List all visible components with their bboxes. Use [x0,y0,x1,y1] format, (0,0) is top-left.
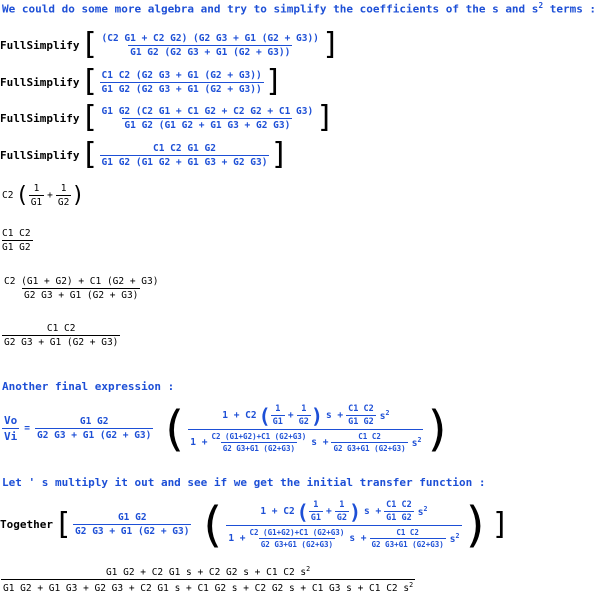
fullsimplify-input-3[interactable]: FullSimplify [ $\frac{G1 G2 (C2 G1 + C1 G2 + C2 G2 + C1 G3)}{G1 G2 (G1 G2 + G1 G3 + G2 G3)}$ ] [0,100,335,135]
fullsimplify-keyword: FullSimplify [0,38,80,52]
result-output: G1 G2 + C2 G1 s + C2 G2 s + C1 C2 $s^2$ G1 G2 + G1 G3 + G2 G3 + C2 G1 s + C1 G2 s + C2 G2 s + C1 G3 s + C1 C2 $s^2$ [3,565,414,595]
fullsimplify-input-1[interactable]: FullSimplify [ $\frac{(C2 G1 + C2 G2) (G2 G3 + G1 (G2 + G3))}{G1 G2 (G2 G3 + G1 (G2 + G3))}$ ] [0,27,340,62]
multiply-text: Let ' s multiply it out and see if we get the initial transfer function : [2,476,486,489]
input-fraction: $\frac{C1 C2 G1 G2}{G1 G2 (G1 G2 + G1 G3 + G2 G3)}$ [101,142,268,168]
fullsimplify-keyword: FullSimplify [0,75,80,89]
transfer-fraction: 1 + C2 ( $\frac{1}{G1}$ + $\frac{1}{G2}$ ) s + $\frac{C1 C2}{G1 G2}$ $s^2$ 1 + $\frac{C2 (G1+G2)+C1 (G2+G3)}{G2 G3+G1 (G2+G3)}$ s + $\frac{C1 C2}{G2 G3+G1 (G2+G3)}$ $s^2$ [190,403,422,453]
another-expression-text: Another final expression : [2,380,175,393]
fullsimplify-keyword: FullSimplify [0,148,80,162]
final-expression[interactable]: $\frac{Vo}{Vi}$ = $\frac{G1 G2}{G2 G3 + G1 (G2 + G3)}$ ( 1 + C2 ( $\frac{1}{G1}$ + $\frac{1}{G2}$ ) s + $\frac{C1 C2}{G1 G2}$ $s^2$ 1 + $\frac{C2 (G1+G2)+C1 (G2+G3)}{G2 G3+G1 (G2+G3)}$ s + $\frac{C1 C2}{G2 G3+G1 (G2+G3)}$ $s^2$ ) [4,400,453,457]
output-2: $\frac{C1 C2}{G1 G2}$ [2,228,31,253]
intro-text: We could do some more algebra and try to simplify the coefficients of the s and $s^2$ terms : [2,1,597,16]
fullsimplify-input-4[interactable]: FullSimplify [ $\frac{C1 C2 G1 G2}{G1 G2 (G1 G2 + G1 G3 + G2 G3)}$ ] [0,137,289,172]
fullsimplify-keyword: FullSimplify [0,111,80,125]
input-fraction: $\frac{C1 C2 (G2 G3 + G1 (G2 + G3))}{G1 G2 (G2 G3 + G1 (G2 + G3))}$ [101,69,262,95]
together-keyword: Together [0,518,53,531]
together-input[interactable]: Together [ $\frac{G1 G2}{G2 G3 + G1 (G2 + G3)}$ ( 1 + C2 ( $\frac{1}{G1}$ + $\frac{1}{G2}$ ) s + $\frac{C1 C2}{G1 G2}$ $s^2$ 1 + $\frac{C2 (G1+G2)+C1 (G2+G3)}{G2 G3+G1 (G2+G3)}$ s + $\frac{C1 C2}{G2 G3+G1 (G2+G3)}$ $s^2$ ) ] [0,496,510,553]
input-fraction: $\frac{(C2 G1 + C2 G2) (G2 G3 + G1 (G2 + G3))}{G1 G2 (G2 G3 + G1 (G2 + G3))}$ [101,32,319,58]
output-4: $\frac{C1 C2}{G2 G3 + G1 (G2 + G3)}$ [4,323,119,348]
input-fraction: $\frac{G1 G2 (C2 G1 + C1 G2 + C2 G2 + C1 G3)}{G1 G2 (G1 G2 + G1 G3 + G2 G3)}$ [101,105,314,131]
output-3: $\frac{C2 (G1 + G2) + C1 (G2 + G3)}{G2 G3 + G1 (G2 + G3)}$ [4,276,159,301]
output-1: C2 ( $\frac{1}{G1}$ + $\frac{1}{G2}$ ) [2,182,85,208]
fullsimplify-input-2[interactable]: FullSimplify [ $\frac{C1 C2 (G2 G3 + G1 (G2 + G3))}{G1 G2 (G2 G3 + G1 (G2 + G3))}$ ] [0,64,283,99]
